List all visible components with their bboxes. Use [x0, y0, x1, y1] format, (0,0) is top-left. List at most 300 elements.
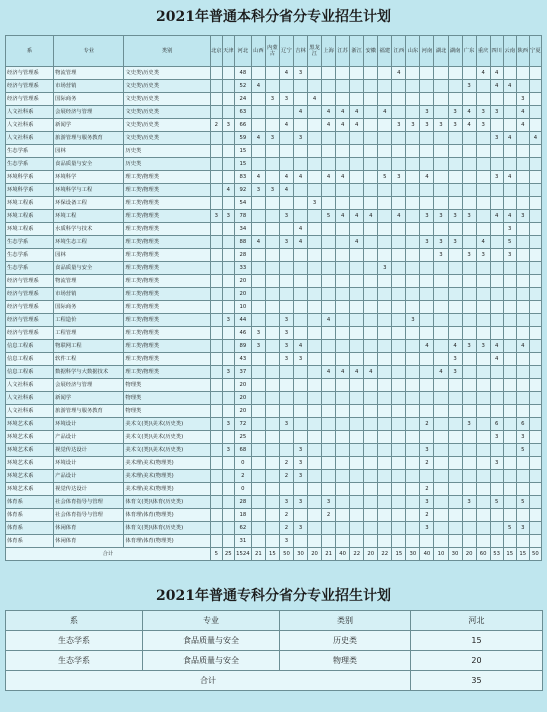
- quota-cell: [336, 496, 350, 509]
- quota-cell: [294, 379, 308, 392]
- quota-cell: [251, 93, 265, 106]
- quota-cell: 4: [308, 93, 322, 106]
- quota-cell: [420, 288, 434, 301]
- quota-cell: [210, 236, 222, 249]
- quota-cell: 3: [308, 197, 322, 210]
- quota-cell: [490, 470, 503, 483]
- quota-cell: [406, 392, 420, 405]
- quota-cell: [448, 457, 462, 470]
- quota-cell: [529, 171, 541, 184]
- quota-cell: [350, 249, 364, 262]
- quota-cell: [279, 132, 293, 145]
- quota-cell: 2: [322, 509, 336, 522]
- quota-cell: [308, 340, 322, 353]
- quota-cell: [420, 327, 434, 340]
- quota-cell: [222, 340, 234, 353]
- quota-cell: [265, 522, 279, 535]
- quota-cell: [392, 314, 406, 327]
- total-cell: 30: [294, 548, 308, 561]
- category-cell: 历史类: [124, 145, 210, 158]
- quota-cell: 3: [279, 236, 293, 249]
- quota-cell: [503, 496, 516, 509]
- quota-cell: [350, 67, 364, 80]
- quota-cell: 3: [294, 470, 308, 483]
- quota-cell: 4: [420, 171, 434, 184]
- quota-cell: 3: [279, 418, 293, 431]
- quota-cell: [336, 431, 350, 444]
- quota-cell: 89: [234, 340, 251, 353]
- table-row: [6, 132, 542, 145]
- quota-cell: [462, 327, 476, 340]
- quota-cell: [378, 353, 392, 366]
- quota-cell: [503, 353, 516, 366]
- quota-cell: 3: [294, 522, 308, 535]
- quota-cell: [392, 444, 406, 457]
- quota-cell: [490, 379, 503, 392]
- quota-cell: [251, 379, 265, 392]
- quota-cell: [406, 483, 420, 496]
- quota-cell: [378, 249, 392, 262]
- table-row: [6, 314, 542, 327]
- quota-cell: [406, 353, 420, 366]
- quota-cell: [476, 379, 490, 392]
- header-province: 安徽: [364, 36, 378, 67]
- quota-cell: [529, 353, 541, 366]
- dept-cell: 体育系: [6, 509, 54, 522]
- quota-cell: 10: [234, 301, 251, 314]
- quota-cell: [378, 340, 392, 353]
- quota-cell: 4: [251, 236, 265, 249]
- quota-cell: [322, 80, 336, 93]
- quota-cell: [265, 171, 279, 184]
- quota-cell: [210, 158, 222, 171]
- quota-cell: [392, 431, 406, 444]
- quota-cell: 20: [234, 288, 251, 301]
- quota-cell: [420, 353, 434, 366]
- major-cell: 软件工程: [54, 353, 124, 366]
- quota-cell: [462, 353, 476, 366]
- quota-cell: [350, 184, 364, 197]
- quota-cell: 3: [420, 522, 434, 535]
- quota-cell: [222, 106, 234, 119]
- quota-cell: [448, 67, 462, 80]
- quota-cell: [322, 418, 336, 431]
- quota-cell: [476, 262, 490, 275]
- category-cell: 理工类\物理类: [124, 314, 210, 327]
- dept-cell: 经济与管理系: [6, 327, 54, 340]
- quota-cell: [350, 392, 364, 405]
- quota-cell: 3: [279, 327, 293, 340]
- quota-cell: [529, 535, 541, 548]
- quota-cell: [503, 483, 516, 496]
- quota-cell: [308, 236, 322, 249]
- quota-cell: [336, 405, 350, 418]
- quota-cell: 3: [279, 496, 293, 509]
- category-cell: 物理类: [124, 392, 210, 405]
- quota-cell: 3: [279, 93, 293, 106]
- quota-cell: [222, 509, 234, 522]
- category-cell: 美术文(类)\美术(历史类): [124, 431, 210, 444]
- quota-cell: [251, 262, 265, 275]
- quota-cell: 20: [234, 392, 251, 405]
- quota-cell: [476, 223, 490, 236]
- quota-cell: [350, 223, 364, 236]
- quota-cell: [222, 457, 234, 470]
- quota-cell: [222, 145, 234, 158]
- quota-cell: [392, 327, 406, 340]
- quota-cell: 3: [294, 457, 308, 470]
- quota-cell: 4: [503, 80, 516, 93]
- quota-cell: [490, 158, 503, 171]
- quota-cell: 3: [294, 132, 308, 145]
- quota-cell: [434, 67, 448, 80]
- quota-cell: [222, 470, 234, 483]
- quota-cell: [516, 67, 529, 80]
- table-row: [6, 262, 542, 275]
- quota-cell: [336, 158, 350, 171]
- quota-cell: [378, 457, 392, 470]
- quota-cell: [490, 184, 503, 197]
- quota-cell: [476, 457, 490, 470]
- quota-cell: 3: [279, 340, 293, 353]
- quota-cell: 4: [490, 210, 503, 223]
- quota-cell: [294, 288, 308, 301]
- quota-cell: [434, 470, 448, 483]
- quota-cell: [392, 340, 406, 353]
- quota-cell: [434, 353, 448, 366]
- quota-cell: [308, 67, 322, 80]
- quota-cell: [462, 470, 476, 483]
- quota-cell: [265, 379, 279, 392]
- quota-cell: [308, 275, 322, 288]
- junior-row: [6, 651, 543, 671]
- quota-cell: [434, 106, 448, 119]
- dept-cell: 信息工程系: [6, 366, 54, 379]
- quota-cell: [210, 366, 222, 379]
- quota-cell: [210, 301, 222, 314]
- quota-cell: 2: [279, 470, 293, 483]
- quota-cell: [448, 392, 462, 405]
- quota-cell: [406, 405, 420, 418]
- quota-cell: 3: [279, 314, 293, 327]
- quota-cell: [265, 145, 279, 158]
- table-row: [6, 288, 542, 301]
- quota-cell: [392, 457, 406, 470]
- quota-cell: [476, 80, 490, 93]
- quota-cell: [364, 418, 378, 431]
- quota-cell: 62: [234, 522, 251, 535]
- quota-cell: [490, 288, 503, 301]
- quota-cell: [308, 132, 322, 145]
- quota-cell: 31: [234, 535, 251, 548]
- undergrad-plan-table: [5, 35, 542, 561]
- quota-cell: [350, 93, 364, 106]
- quota-cell: 2: [210, 119, 222, 132]
- quota-cell: 4: [350, 119, 364, 132]
- quota-cell: 3: [222, 119, 234, 132]
- quota-cell: [476, 145, 490, 158]
- quota-cell: 52: [234, 80, 251, 93]
- quota-cell: [516, 288, 529, 301]
- quota-cell: [322, 197, 336, 210]
- quota-cell: [434, 93, 448, 106]
- quota-cell: 3: [420, 210, 434, 223]
- quota-cell: [503, 67, 516, 80]
- header-province: 湖北: [434, 36, 448, 67]
- quota-cell: [210, 496, 222, 509]
- quota-cell: [265, 366, 279, 379]
- quota-cell: [392, 522, 406, 535]
- quota-cell: [210, 223, 222, 236]
- quota-cell: [336, 522, 350, 535]
- quota-cell: [364, 93, 378, 106]
- quota-cell: [392, 275, 406, 288]
- quota-cell: [434, 288, 448, 301]
- quota-cell: 88: [234, 236, 251, 249]
- quota-cell: [420, 392, 434, 405]
- quota-cell: 3: [476, 340, 490, 353]
- quota-cell: [294, 184, 308, 197]
- quota-cell: [308, 249, 322, 262]
- quota-cell: 3: [516, 210, 529, 223]
- quota-cell: 5: [490, 496, 503, 509]
- quota-cell: [448, 145, 462, 158]
- category-cell: 理工类\物理类: [124, 340, 210, 353]
- dept-cell: 人文社科系: [6, 106, 54, 119]
- quota-cell: [336, 301, 350, 314]
- quota-cell: [378, 223, 392, 236]
- quota-cell: [279, 275, 293, 288]
- quota-cell: [210, 470, 222, 483]
- quota-cell: [503, 509, 516, 522]
- quota-cell: [322, 340, 336, 353]
- quota-cell: [462, 236, 476, 249]
- quota-cell: [392, 197, 406, 210]
- quota-cell: [392, 301, 406, 314]
- quota-cell: [322, 132, 336, 145]
- quota-cell: 3: [462, 249, 476, 262]
- quota-cell: 24: [234, 93, 251, 106]
- quota-cell: [529, 288, 541, 301]
- quota-cell: [336, 470, 350, 483]
- quota-cell: [251, 197, 265, 210]
- quota-cell: [279, 379, 293, 392]
- quota-cell: [448, 301, 462, 314]
- quota-cell: 4: [378, 106, 392, 119]
- table-row: [6, 483, 542, 496]
- quota-cell: [336, 535, 350, 548]
- quota-cell: [392, 470, 406, 483]
- quota-cell: [378, 431, 392, 444]
- dept-cell: 环境工程系: [6, 210, 54, 223]
- quota-cell: [434, 509, 448, 522]
- quota-cell: [251, 158, 265, 171]
- quota-cell: [420, 145, 434, 158]
- quota-cell: 3: [265, 184, 279, 197]
- quota-cell: [364, 262, 378, 275]
- quota-cell: [516, 327, 529, 340]
- quota-cell: [462, 93, 476, 106]
- quota-cell: [490, 236, 503, 249]
- quota-cell: [392, 353, 406, 366]
- quota-cell: [420, 405, 434, 418]
- total-cell: 50: [529, 548, 541, 561]
- quota-cell: 66: [234, 119, 251, 132]
- quota-cell: 4: [294, 171, 308, 184]
- quota-cell: 3: [420, 106, 434, 119]
- quota-cell: 3: [476, 106, 490, 119]
- quota-cell: [210, 340, 222, 353]
- quota-cell: [462, 223, 476, 236]
- quota-cell: 48: [234, 67, 251, 80]
- quota-cell: [336, 379, 350, 392]
- quota-cell: [279, 444, 293, 457]
- quota-cell: [308, 314, 322, 327]
- total-cell: 15: [392, 548, 406, 561]
- quota-cell: [420, 535, 434, 548]
- dept-cell: 环境艺术系: [6, 418, 54, 431]
- quota-cell: [406, 522, 420, 535]
- quota-cell: [503, 145, 516, 158]
- quota-cell: [336, 509, 350, 522]
- quota-cell: [378, 535, 392, 548]
- quota-cell: 3: [448, 210, 462, 223]
- quota-cell: [251, 535, 265, 548]
- quota-cell: [378, 197, 392, 210]
- quota-cell: [503, 392, 516, 405]
- quota-cell: 3: [265, 93, 279, 106]
- quota-cell: [462, 158, 476, 171]
- quota-cell: 34: [234, 223, 251, 236]
- quota-cell: [462, 392, 476, 405]
- quota-cell: [434, 535, 448, 548]
- total-cell: 10: [434, 548, 448, 561]
- quota-cell: [294, 197, 308, 210]
- quota-cell: [210, 171, 222, 184]
- quota-cell: [378, 483, 392, 496]
- quota-cell: 92: [234, 184, 251, 197]
- quota-cell: [364, 236, 378, 249]
- total-cell: 25: [222, 548, 234, 561]
- table-row: [6, 158, 542, 171]
- quota-cell: [210, 184, 222, 197]
- quota-cell: [503, 314, 516, 327]
- quota-cell: [222, 275, 234, 288]
- quota-cell: [350, 431, 364, 444]
- quota-cell: [265, 119, 279, 132]
- quota-cell: [462, 522, 476, 535]
- quota-cell: 5: [378, 171, 392, 184]
- quota-cell: 68: [234, 444, 251, 457]
- quota-cell: 3: [420, 444, 434, 457]
- quota-cell: [222, 483, 234, 496]
- quota-cell: [503, 366, 516, 379]
- quota-cell: [462, 145, 476, 158]
- quota-cell: [378, 392, 392, 405]
- quota-cell: [490, 262, 503, 275]
- quota-cell: 3: [294, 496, 308, 509]
- quota-cell: [420, 314, 434, 327]
- quota-cell: [476, 405, 490, 418]
- quota-cell: [222, 80, 234, 93]
- quota-cell: [222, 535, 234, 548]
- quota-cell: [503, 93, 516, 106]
- quota-cell: 3: [448, 353, 462, 366]
- quota-cell: 3: [251, 184, 265, 197]
- quota-cell: [529, 223, 541, 236]
- quota-cell: [406, 236, 420, 249]
- junior-total-row: [6, 671, 543, 691]
- quota-cell: [420, 301, 434, 314]
- quota-cell: [378, 366, 392, 379]
- quota-cell: [392, 93, 406, 106]
- quota-cell: [406, 223, 420, 236]
- quota-cell: [222, 223, 234, 236]
- table-row: [6, 340, 542, 353]
- category-cell: 理工类\物理类: [124, 197, 210, 210]
- total-cell: 15: [265, 548, 279, 561]
- major-cell: 休闲体育: [54, 522, 124, 535]
- quota-cell: [462, 483, 476, 496]
- quota-cell: 3: [434, 119, 448, 132]
- category-cell: 理工类\物理类: [124, 262, 210, 275]
- quota-cell: [279, 80, 293, 93]
- table-row: [6, 93, 542, 106]
- quota-cell: [490, 314, 503, 327]
- quota-cell: 3: [392, 119, 406, 132]
- quota-cell: 4: [350, 366, 364, 379]
- quota-cell: [434, 379, 448, 392]
- category-cell: 理工类\物理类: [124, 249, 210, 262]
- quota-cell: [265, 418, 279, 431]
- junior-value-cell: 15: [411, 631, 543, 651]
- total-cell: 21: [322, 548, 336, 561]
- quota-cell: [490, 145, 503, 158]
- junior-dept-cell: 生态学系: [6, 651, 143, 671]
- quota-cell: 3: [448, 119, 462, 132]
- quota-cell: [476, 392, 490, 405]
- quota-cell: [420, 223, 434, 236]
- quota-cell: [516, 314, 529, 327]
- quota-cell: [350, 262, 364, 275]
- quota-cell: [294, 301, 308, 314]
- quota-cell: [462, 67, 476, 80]
- quota-cell: [434, 483, 448, 496]
- quota-cell: 5: [516, 444, 529, 457]
- major-cell: 物流管理: [54, 275, 124, 288]
- major-cell: 物联网工程: [54, 340, 124, 353]
- quota-cell: 3: [222, 314, 234, 327]
- quota-cell: [251, 392, 265, 405]
- quota-cell: 3: [462, 418, 476, 431]
- major-cell: 旅游管理与服务教育: [54, 132, 124, 145]
- quota-cell: [434, 444, 448, 457]
- quota-cell: [364, 314, 378, 327]
- quota-cell: [350, 288, 364, 301]
- major-cell: 环境科学与工程: [54, 184, 124, 197]
- quota-cell: 3: [294, 353, 308, 366]
- quota-cell: [516, 535, 529, 548]
- major-cell: 社会体育指导与管理: [54, 496, 124, 509]
- quota-cell: 3: [279, 535, 293, 548]
- quota-cell: 3: [420, 236, 434, 249]
- quota-cell: 3: [406, 119, 420, 132]
- quota-cell: [350, 509, 364, 522]
- quota-cell: [364, 496, 378, 509]
- quota-cell: 4: [529, 132, 541, 145]
- quota-cell: [529, 327, 541, 340]
- quota-cell: [434, 184, 448, 197]
